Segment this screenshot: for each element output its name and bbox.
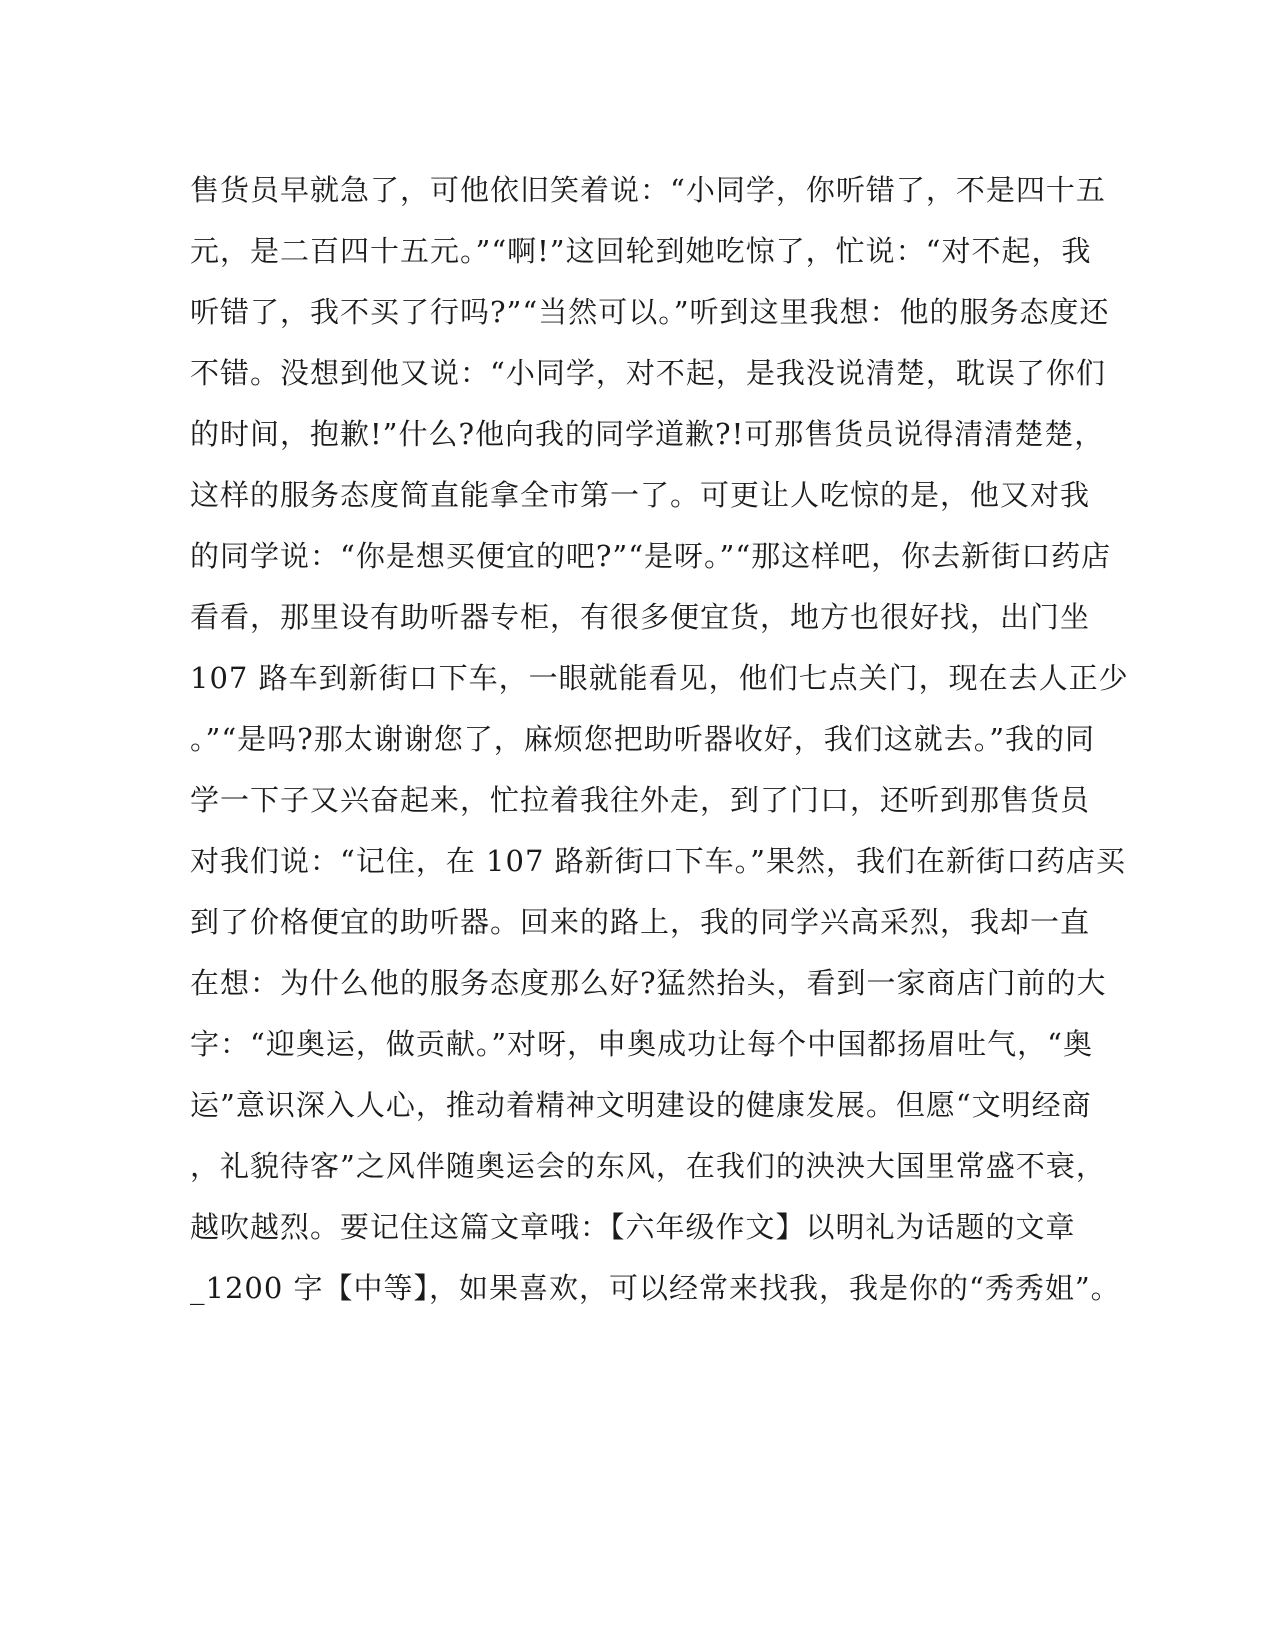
text-line: 运”意识深入人心，推动着精神文明建设的健康发展。但愿“文明经商 [190,1088,1092,1122]
text-line: 学一下子又兴奋起来，忙拉着我往外走，到了门口，还听到那售货员 [190,783,1091,817]
text-line: 元，是二百四十五元。”“啊!”这回轮到她吃惊了，忙说：“对不起，我 [190,234,1092,268]
text-line: 售货员早就急了，可他依旧笑着说：“小同学，你听错了，不是四十五 [190,173,1106,207]
text-line: 不错。没想到他又说：“小同学，对不起，是我没说清楚，耽误了你们 [190,356,1106,390]
text-line: 看看，那里设有助听器专柜，有很多便宜货，地方也很好找，出门坐 [190,600,1091,634]
text-line: 在想：为什么他的服务态度那么好?猛然抬头，看到一家商店门前的大 [190,966,1107,1000]
body-text [190,160,1129,1319]
text-line: 这样的服务态度简直能拿全市第一了。可更让人吃惊的是，他又对我 [190,478,1091,512]
text-line: 的时间，抱歉!”什么?他向我的同学道歉?!可那售货员说得清清楚楚， [190,417,1105,451]
text-line: 对我们说：“记住，在 107 路新街口下车。”果然，我们在新街口药店买 [190,844,1126,878]
text-line: ，礼貌待客”之风伴随奥运会的东风，在我们的泱泱大国里常盛不衰， [190,1149,1106,1183]
text-line: 到了价格便宜的助听器。回来的路上，我的同学兴高采烈，我却一直 [190,905,1091,939]
text-line: 字：“迎奥运，做贡献。”对呀，申奥成功让每个中国都扬眉吐气，“奥 [190,1027,1093,1061]
text-line: 的同学说：“你是想买便宜的吧?”“是呀。”“那这样吧，你去新街口药店 [190,539,1112,573]
text-line: _1200 字【中等】，如果喜欢，可以经常来找我，我是你的“秀秀姐”。 [190,1271,1121,1305]
text-line: 听错了，我不买了行吗?”“当然可以。”听到这里我想：他的服务态度还 [190,295,1110,329]
text-line: 107 路车到新街口下车，一眼就能看见，他们七点关门，现在去人正少 [190,661,1129,695]
text-line: 。”“是吗?那太谢谢您了，麻烦您把助听器收好，我们这就去。”我的同 [190,722,1096,756]
text-line: 越吹越烈。要记住这篇文章哦：【六年级作文】以明礼为话题的文章 [190,1210,1076,1244]
